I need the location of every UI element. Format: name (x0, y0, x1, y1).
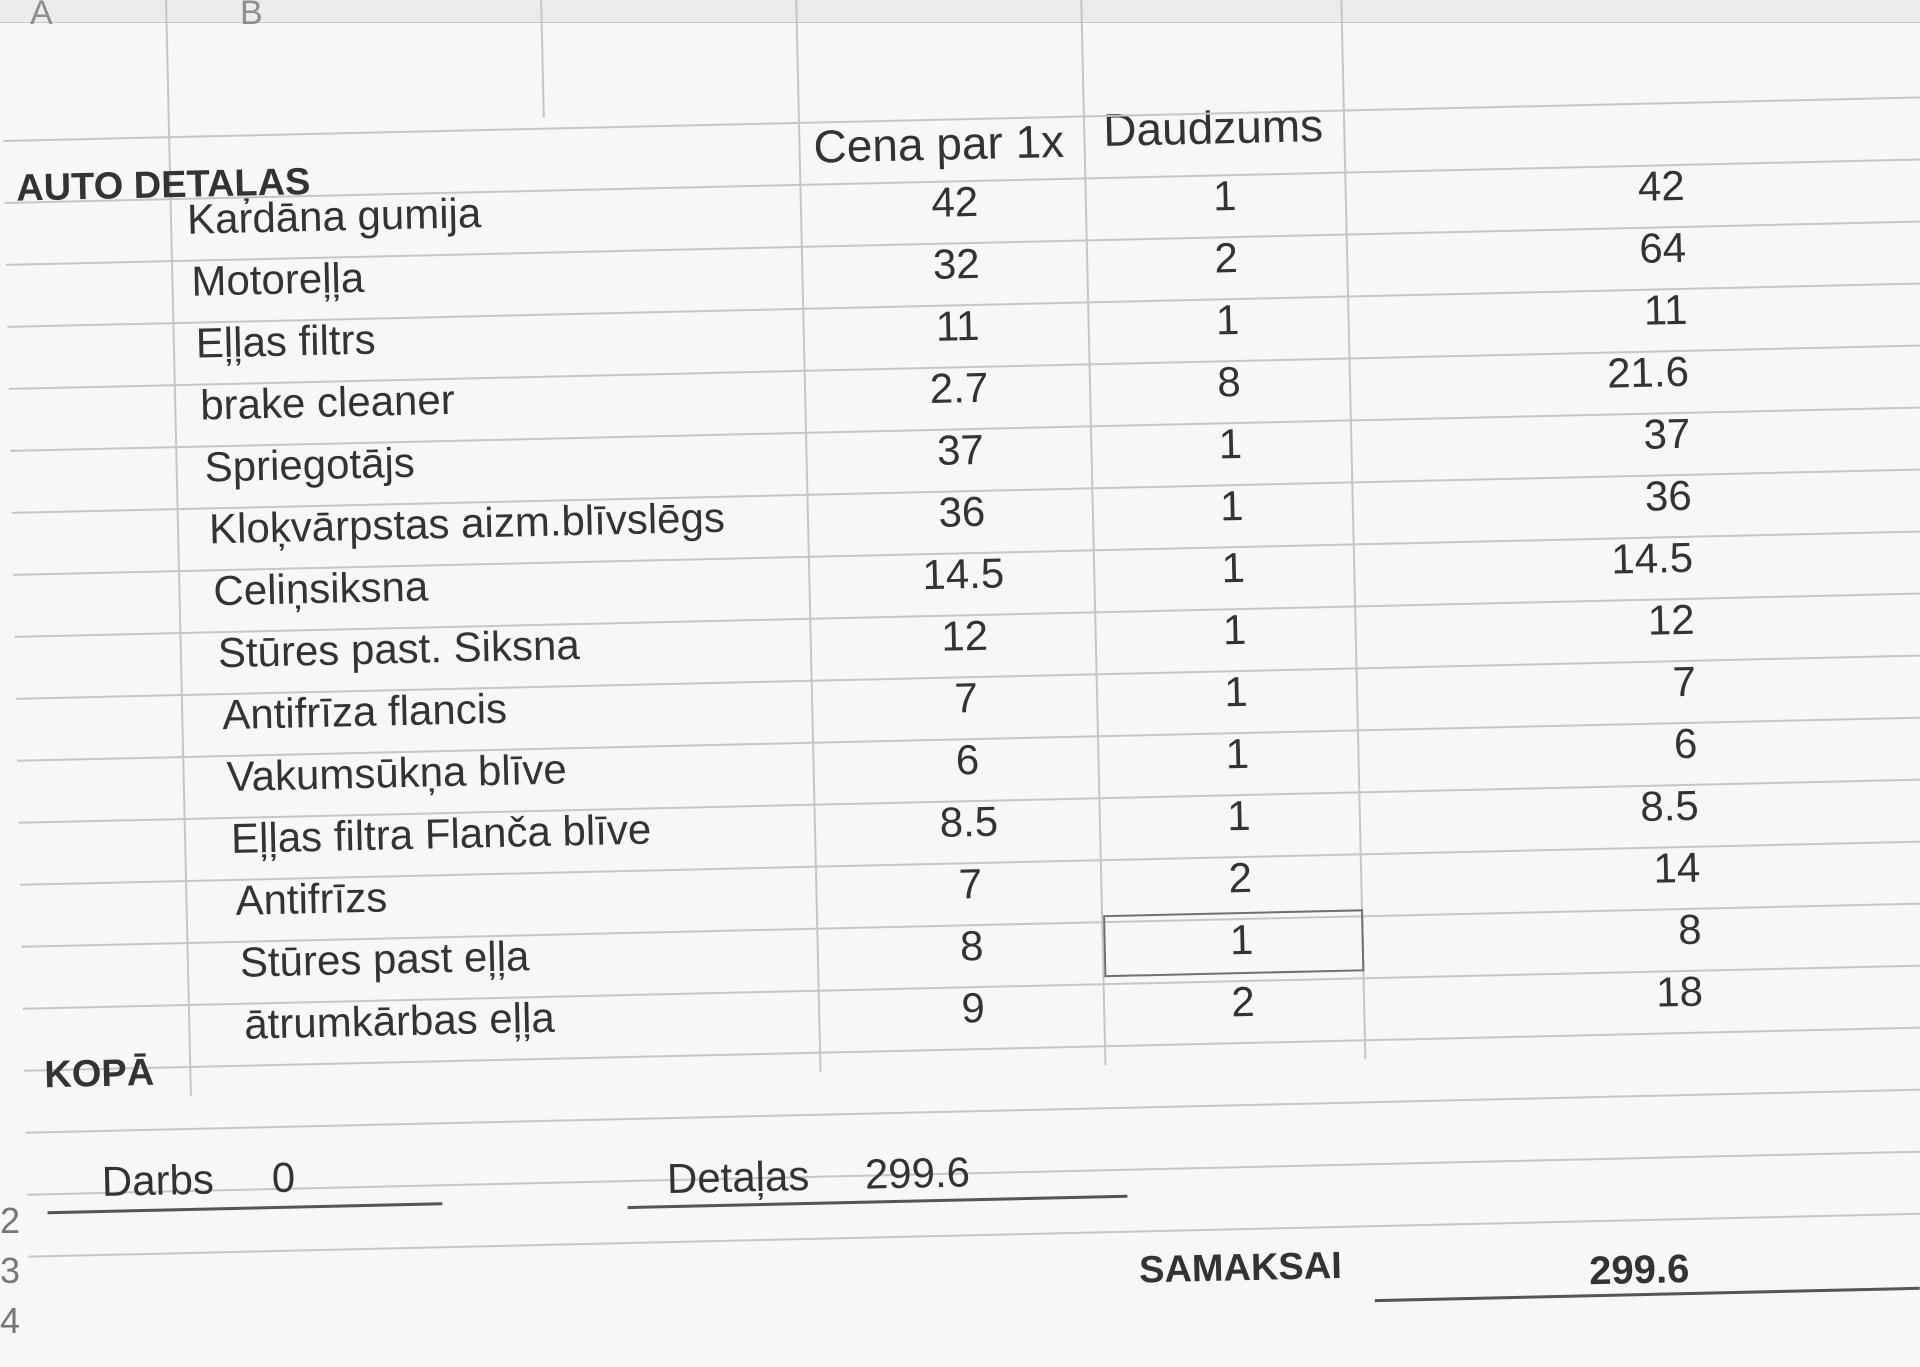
part-quantity-cell[interactable]: 2 (1228, 853, 1253, 902)
part-price-cell[interactable]: 9 (960, 983, 986, 1032)
part-quantity-cell[interactable]: 1 (1229, 915, 1254, 964)
part-name-cell[interactable]: Stūres past eļļa (239, 932, 530, 986)
grid-col-line (1340, 0, 1367, 1059)
part-total-cell[interactable]: 37 (1643, 409, 1691, 458)
part-name-cell[interactable]: Antifrīzs (234, 873, 388, 924)
part-total-cell[interactable]: 12 (1647, 595, 1696, 644)
part-name-cell[interactable]: Vakumsūkņa blīve (226, 745, 568, 801)
row-number[interactable]: 2 (0, 1200, 21, 1241)
part-total-cell[interactable]: 14.5 (1610, 533, 1694, 583)
part-name-cell[interactable]: Stūres past. Siksna (217, 621, 581, 677)
parts-label: Detaļas (666, 1151, 810, 1203)
parts-value[interactable]: 299.6 (864, 1148, 971, 1198)
column-header-a[interactable]: A (30, 0, 53, 32)
part-name-cell[interactable]: Antifrīza flancis (221, 684, 508, 739)
selected-cell-outline[interactable] (1103, 909, 1364, 977)
part-name-cell[interactable]: Kardāna gumija (186, 189, 482, 243)
part-name-cell[interactable]: ātrumkārbas eļļa (243, 993, 556, 1048)
row-number[interactable]: 4 (0, 1300, 21, 1341)
part-price-cell[interactable]: 42 (930, 177, 979, 226)
part-total-cell[interactable]: 14 (1652, 843, 1701, 892)
grid-col-line (540, 0, 545, 118)
part-name-cell[interactable]: Spriegotājs (204, 438, 416, 491)
part-quantity-cell[interactable]: 1 (1222, 605, 1247, 654)
part-quantity-cell[interactable]: 1 (1218, 419, 1243, 468)
pay-value[interactable]: 299.6 (1588, 1247, 1690, 1294)
part-quantity-cell[interactable]: 1 (1226, 791, 1252, 840)
part-price-cell[interactable]: 8 (959, 921, 984, 970)
part-name-cell[interactable]: Eļļas filtrs (195, 315, 377, 367)
part-total-cell[interactable]: 18 (1655, 967, 1704, 1016)
section-title: AUTO DETAĻAS (15, 161, 311, 210)
total-label: KOPĀ (43, 1051, 155, 1097)
price-column-header: Cena par 1x (812, 114, 1065, 173)
work-label: Darbs (101, 1155, 215, 1205)
part-price-cell[interactable]: 12 (940, 611, 989, 660)
part-price-cell[interactable]: 32 (932, 239, 981, 288)
part-quantity-cell[interactable]: 1 (1220, 543, 1246, 592)
part-quantity-cell[interactable]: 1 (1212, 172, 1237, 220)
part-price-cell[interactable]: 7 (953, 674, 979, 722)
part-total-cell[interactable]: 7 (1672, 657, 1697, 706)
part-quantity-cell[interactable]: 1 (1225, 729, 1250, 778)
grid-row-line (27, 1150, 1920, 1196)
part-price-cell[interactable]: 36 (937, 487, 986, 536)
quantity-column-header: Daudzums (1102, 99, 1324, 156)
part-quantity-cell[interactable]: 2 (1213, 233, 1239, 282)
part-total-cell[interactable]: 6 (1673, 719, 1698, 768)
part-quantity-cell[interactable]: 1 (1215, 295, 1240, 344)
part-name-cell[interactable]: Kloķvārpstas aizm.blīvslēgs (208, 493, 726, 553)
part-price-cell[interactable]: 6 (955, 735, 980, 784)
row-number[interactable]: 3 (0, 1250, 21, 1291)
part-total-cell[interactable]: 64 (1638, 223, 1687, 272)
part-name-cell[interactable]: brake cleaner (199, 375, 456, 429)
part-name-cell[interactable]: Eļļas filtra Flanča blīve (230, 805, 652, 862)
part-total-cell[interactable]: 8.5 (1639, 781, 1700, 830)
part-total-cell[interactable]: 42 (1637, 161, 1686, 210)
column-header-b[interactable]: B (240, 0, 263, 32)
part-price-cell[interactable]: 11 (935, 301, 980, 350)
part-price-cell[interactable]: 7 (958, 859, 983, 908)
part-price-cell[interactable]: 2.7 (929, 363, 989, 412)
part-name-cell[interactable]: Celiņsiksna (212, 562, 429, 615)
part-quantity-cell[interactable]: 1 (1223, 667, 1249, 716)
part-quantity-cell[interactable]: 8 (1216, 357, 1242, 406)
grid-col-line (1080, 0, 1107, 1065)
grid-row-line (26, 1088, 1920, 1134)
part-quantity-cell[interactable]: 1 (1219, 481, 1244, 530)
part-total-cell[interactable]: 21.6 (1606, 347, 1690, 397)
part-price-cell[interactable]: 37 (936, 425, 985, 474)
part-total-cell[interactable]: 11 (1643, 285, 1688, 334)
work-value[interactable]: 0 (271, 1153, 296, 1202)
part-name-cell[interactable]: Motoreļļa (190, 253, 365, 305)
part-quantity-cell[interactable]: 2 (1230, 977, 1256, 1026)
part-total-cell[interactable]: 36 (1644, 471, 1693, 520)
part-price-cell[interactable]: 8.5 (939, 797, 999, 846)
part-price-cell[interactable]: 14.5 (921, 549, 1005, 599)
part-total-cell[interactable]: 8 (1677, 905, 1703, 954)
pay-label: SAMAKSAI (1138, 1244, 1343, 1292)
